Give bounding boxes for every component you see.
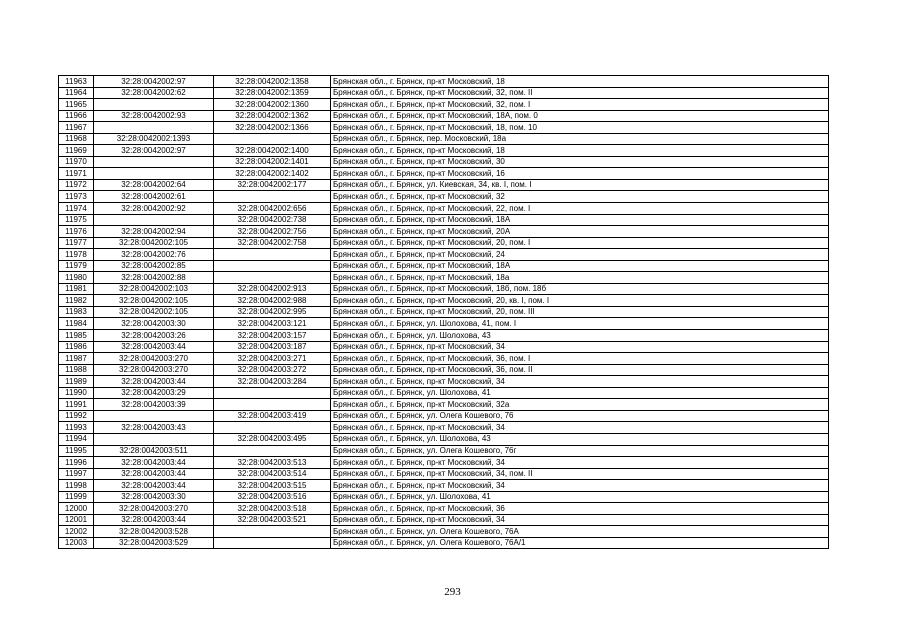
row-number-cell: 11990 (59, 387, 94, 399)
table-row (59, 226, 829, 238)
object-cadastral-number-cell (214, 537, 331, 549)
address-cell: Брянская обл., г. Брянск, ул. Олега Кошевого, 76 (331, 410, 829, 422)
object-cadastral-number-cell: 32:28:0042003:187 (214, 341, 331, 353)
address-cell: Брянская обл., г. Брянск, пр-кт Московский, 34, пом. II (331, 468, 829, 480)
row-number-cell: 11966 (59, 110, 94, 122)
object-cadastral-number-cell: 32:28:0042002:1401 (214, 156, 331, 168)
object-cadastral-number-cell: 32:28:0042002:1362 (214, 110, 331, 122)
object-cadastral-number-cell: 32:28:0042002:1366 (214, 122, 331, 134)
row-number-cell: 11971 (59, 168, 94, 180)
table-row (59, 249, 829, 261)
table-row (59, 191, 829, 203)
table-row (59, 272, 829, 284)
address-cell: Брянская обл., г. Брянск, пр-кт Московский, 20, пом. III (331, 306, 829, 318)
address-cell: Брянская обл., г. Брянск, пр-кт Московский, 18а (331, 272, 829, 284)
land-cadastral-number-cell: 32:28:0042003:26 (94, 330, 214, 342)
land-cadastral-number-cell: 32:28:0042002:93 (94, 110, 214, 122)
land-cadastral-number-cell: 32:28:0042003:270 (94, 503, 214, 515)
row-number-cell: 12002 (59, 526, 94, 538)
object-cadastral-number-cell (214, 422, 331, 434)
object-cadastral-number-cell: 32:28:0042003:121 (214, 318, 331, 330)
land-cadastral-number-cell: 32:28:0042003:528 (94, 526, 214, 538)
object-cadastral-number-cell: 32:28:0042003:514 (214, 468, 331, 480)
row-number-cell: 11992 (59, 410, 94, 422)
table-row (59, 260, 829, 272)
row-number-cell: 11987 (59, 353, 94, 365)
row-number-cell: 11996 (59, 457, 94, 469)
land-cadastral-number-cell: 32:28:0042002:94 (94, 226, 214, 238)
address-cell: Брянская обл., г. Брянск, пр-кт Московский, 20А (331, 226, 829, 238)
land-cadastral-number-cell: 32:28:0042003:44 (94, 341, 214, 353)
address-cell: Брянская обл., г. Брянск, ул. Шолохова, 41 (331, 491, 829, 503)
row-number-cell: 11983 (59, 306, 94, 318)
address-cell: Брянская обл., г. Брянск, пр-кт Московский, 18 (331, 145, 829, 157)
address-cell: Брянская обл., г. Брянск, ул. Киевская, 34, кв. I, пом. I (331, 179, 829, 191)
address-cell: Брянская обл., г. Брянск, ул. Олега Кошевого, 76г (331, 445, 829, 457)
table-row (59, 433, 829, 445)
table-row (59, 387, 829, 399)
table-row (59, 376, 829, 388)
address-cell: Брянская обл., г. Брянск, ул. Олега Кошевого, 76А (331, 526, 829, 538)
object-cadastral-number-cell: 32:28:0042003:284 (214, 376, 331, 388)
table-row (59, 410, 829, 422)
row-number-cell: 11969 (59, 145, 94, 157)
row-number-cell: 11975 (59, 214, 94, 226)
object-cadastral-number-cell: 32:28:0042002:756 (214, 226, 331, 238)
row-number-cell: 11970 (59, 156, 94, 168)
object-cadastral-number-cell: 32:28:0042002:738 (214, 214, 331, 226)
cadastral-table (58, 75, 829, 549)
address-cell: Брянская обл., г. Брянск, пр-кт Московский, 24 (331, 249, 829, 261)
row-number-cell: 11978 (59, 249, 94, 261)
table-row (59, 237, 829, 249)
row-number-cell: 11994 (59, 433, 94, 445)
row-number-cell: 11999 (59, 491, 94, 503)
land-cadastral-number-cell: 32:28:0042003:39 (94, 399, 214, 411)
address-cell: Брянская обл., г. Брянск, пр-кт Московский, 30 (331, 156, 829, 168)
land-cadastral-number-cell (94, 99, 214, 111)
address-cell: Брянская обл., г. Брянск, пр-кт Московский, 34 (331, 376, 829, 388)
address-cell: Брянская обл., г. Брянск, пр-кт Московский, 36 (331, 503, 829, 515)
address-cell: Брянская обл., г. Брянск, пр-кт Московский, 18 (331, 76, 829, 88)
address-cell: Брянская обл., г. Брянск, пр-кт Московский, 32а (331, 399, 829, 411)
address-cell: Брянская обл., г. Брянск, пр-кт Московский, 34 (331, 457, 829, 469)
table-row (59, 110, 829, 122)
object-cadastral-number-cell (214, 249, 331, 261)
row-number-cell: 11986 (59, 341, 94, 353)
object-cadastral-number-cell: 32:28:0042002:1358 (214, 76, 331, 88)
row-number-cell: 11976 (59, 226, 94, 238)
table-row (59, 306, 829, 318)
row-number-cell: 11964 (59, 87, 94, 99)
row-number-cell: 12003 (59, 537, 94, 549)
table-row (59, 76, 829, 88)
address-cell: Брянская обл., г. Брянск, пр-кт Московский, 20, кв. I, пом. I (331, 295, 829, 307)
row-number-cell: 12001 (59, 514, 94, 526)
address-cell: Брянская обл., г. Брянск, пр-кт Московский, 34 (331, 341, 829, 353)
table-row (59, 295, 829, 307)
address-cell: Брянская обл., г. Брянск, пр-кт Московский, 36, пом. II (331, 364, 829, 376)
table-body (59, 76, 829, 549)
object-cadastral-number-cell: 32:28:0042003:272 (214, 364, 331, 376)
table-row (59, 330, 829, 342)
address-cell: Брянская обл., г. Брянск, пр-кт Московский, 18, пом. 10 (331, 122, 829, 134)
table-row (59, 168, 829, 180)
table-row (59, 422, 829, 434)
table-row (59, 99, 829, 111)
land-cadastral-number-cell: 32:28:0042003:29 (94, 387, 214, 399)
row-number-cell: 11984 (59, 318, 94, 330)
address-cell: Брянская обл., г. Брянск, пр-кт Московский, 18А (331, 214, 829, 226)
land-cadastral-number-cell (94, 156, 214, 168)
land-cadastral-number-cell: 32:28:0042003:270 (94, 364, 214, 376)
land-cadastral-number-cell (94, 214, 214, 226)
row-number-cell: 11977 (59, 237, 94, 249)
object-cadastral-number-cell: 32:28:0042002:913 (214, 283, 331, 295)
object-cadastral-number-cell: 32:28:0042002:1400 (214, 145, 331, 157)
address-cell: Брянская обл., г. Брянск, пер. Московский, 18а (331, 133, 829, 145)
row-number-cell: 11979 (59, 260, 94, 272)
land-cadastral-number-cell: 32:28:0042002:88 (94, 272, 214, 284)
table-row (59, 145, 829, 157)
land-cadastral-number-cell: 32:28:0042002:64 (94, 179, 214, 191)
object-cadastral-number-cell: 32:28:0042003:518 (214, 503, 331, 515)
address-cell: Брянская обл., г. Брянск, ул. Шолохова, 41, пом. I (331, 318, 829, 330)
object-cadastral-number-cell: 32:28:0042003:157 (214, 330, 331, 342)
land-cadastral-number-cell: 32:28:0042003:44 (94, 468, 214, 480)
row-number-cell: 11985 (59, 330, 94, 342)
object-cadastral-number-cell: 32:28:0042003:495 (214, 433, 331, 445)
land-cadastral-number-cell (94, 433, 214, 445)
land-cadastral-number-cell: 32:28:0042003:511 (94, 445, 214, 457)
address-cell: Брянская обл., г. Брянск, ул. Шолохова, 41 (331, 387, 829, 399)
land-cadastral-number-cell: 32:28:0042002:76 (94, 249, 214, 261)
land-cadastral-number-cell: 32:28:0042003:44 (94, 514, 214, 526)
address-cell: Брянская обл., г. Брянск, пр-кт Московский, 20, пом. I (331, 237, 829, 249)
land-cadastral-number-cell: 32:28:0042002:103 (94, 283, 214, 295)
object-cadastral-number-cell: 32:28:0042002:1402 (214, 168, 331, 180)
row-number-cell: 12000 (59, 503, 94, 515)
address-cell: Брянская обл., г. Брянск, пр-кт Московский, 22, пом. I (331, 203, 829, 215)
row-number-cell: 11991 (59, 399, 94, 411)
table-row (59, 468, 829, 480)
object-cadastral-number-cell: 32:28:0042003:521 (214, 514, 331, 526)
row-number-cell: 11993 (59, 422, 94, 434)
object-cadastral-number-cell: 32:28:0042002:758 (214, 237, 331, 249)
table-row (59, 514, 829, 526)
row-number-cell: 11995 (59, 445, 94, 457)
land-cadastral-number-cell: 32:28:0042003:44 (94, 457, 214, 469)
object-cadastral-number-cell (214, 133, 331, 145)
table-row (59, 122, 829, 134)
object-cadastral-number-cell: 32:28:0042003:419 (214, 410, 331, 422)
address-cell: Брянская обл., г. Брянск, пр-кт Московский, 32 (331, 191, 829, 203)
address-cell: Брянская обл., г. Брянск, пр-кт Московский, 34 (331, 422, 829, 434)
table-row (59, 156, 829, 168)
page-number: 293 (444, 586, 461, 598)
table-row (59, 364, 829, 376)
row-number-cell: 11973 (59, 191, 94, 203)
land-cadastral-number-cell (94, 410, 214, 422)
land-cadastral-number-cell: 32:28:0042002:61 (94, 191, 214, 203)
address-cell: Брянская обл., г. Брянск, ул. Шолохова, 43 (331, 330, 829, 342)
address-cell: Брянская обл., г. Брянск, пр-кт Московский, 18А (331, 260, 829, 272)
address-cell: Брянская обл., г. Брянск, пр-кт Московский, 34 (331, 480, 829, 492)
land-cadastral-number-cell: 32:28:0042002:97 (94, 76, 214, 88)
row-number-cell: 11967 (59, 122, 94, 134)
land-cadastral-number-cell: 32:28:0042002:105 (94, 237, 214, 249)
row-number-cell: 11972 (59, 179, 94, 191)
row-number-cell: 11980 (59, 272, 94, 284)
row-number-cell: 11974 (59, 203, 94, 215)
land-cadastral-number-cell: 32:28:0042003:43 (94, 422, 214, 434)
object-cadastral-number-cell (214, 260, 331, 272)
address-cell: Брянская обл., г. Брянск, ул. Олега Кошевого, 76А/1 (331, 537, 829, 549)
address-cell: Брянская обл., г. Брянск, ул. Шолохова, 43 (331, 433, 829, 445)
land-cadastral-number-cell: 32:28:0042002:105 (94, 295, 214, 307)
row-number-cell: 11982 (59, 295, 94, 307)
row-number-cell: 11998 (59, 480, 94, 492)
row-number-cell: 11988 (59, 364, 94, 376)
row-number-cell: 11965 (59, 99, 94, 111)
object-cadastral-number-cell (214, 445, 331, 457)
table-row (59, 445, 829, 457)
address-cell: Брянская обл., г. Брянск, пр-кт Московский, 32, пом. I (331, 99, 829, 111)
table-row (59, 491, 829, 503)
table-row (59, 353, 829, 365)
table-row (59, 203, 829, 215)
address-cell: Брянская обл., г. Брянск, пр-кт Московский, 34 (331, 514, 829, 526)
land-cadastral-number-cell: 32:28:0042003:44 (94, 480, 214, 492)
land-cadastral-number-cell (94, 122, 214, 134)
table-row (59, 526, 829, 538)
row-number-cell: 11963 (59, 76, 94, 88)
address-cell: Брянская обл., г. Брянск, пр-кт Московский, 16 (331, 168, 829, 180)
object-cadastral-number-cell (214, 526, 331, 538)
object-cadastral-number-cell: 32:28:0042003:271 (214, 353, 331, 365)
land-cadastral-number-cell: 32:28:0042003:30 (94, 491, 214, 503)
object-cadastral-number-cell: 32:28:0042003:513 (214, 457, 331, 469)
land-cadastral-number-cell: 32:28:0042002:92 (94, 203, 214, 215)
land-cadastral-number-cell: 32:28:0042003:30 (94, 318, 214, 330)
object-cadastral-number-cell: 32:28:0042002:1359 (214, 87, 331, 99)
address-cell: Брянская обл., г. Брянск, пр-кт Московский, 32, пом. II (331, 87, 829, 99)
object-cadastral-number-cell: 32:28:0042003:516 (214, 491, 331, 503)
row-number-cell: 11997 (59, 468, 94, 480)
object-cadastral-number-cell (214, 387, 331, 399)
object-cadastral-number-cell: 32:28:0042002:177 (214, 179, 331, 191)
table-row (59, 179, 829, 191)
land-cadastral-number-cell: 32:28:0042002:105 (94, 306, 214, 318)
row-number-cell: 11981 (59, 283, 94, 295)
table-row (59, 503, 829, 515)
object-cadastral-number-cell: 32:28:0042002:656 (214, 203, 331, 215)
object-cadastral-number-cell (214, 272, 331, 284)
row-number-cell: 11968 (59, 133, 94, 145)
land-cadastral-number-cell (94, 168, 214, 180)
table-row (59, 318, 829, 330)
row-number-cell: 11989 (59, 376, 94, 388)
land-cadastral-number-cell: 32:28:0042003:44 (94, 376, 214, 388)
table-row (59, 399, 829, 411)
object-cadastral-number-cell: 32:28:0042002:988 (214, 295, 331, 307)
address-cell: Брянская обл., г. Брянск, пр-кт Московский, 18б, пом. 18б (331, 283, 829, 295)
table-row (59, 214, 829, 226)
land-cadastral-number-cell: 32:28:0042002:1393 (94, 133, 214, 145)
land-cadastral-number-cell: 32:28:0042002:85 (94, 260, 214, 272)
table-row (59, 537, 829, 549)
land-cadastral-number-cell: 32:28:0042002:97 (94, 145, 214, 157)
land-cadastral-number-cell: 32:28:0042002:62 (94, 87, 214, 99)
object-cadastral-number-cell: 32:28:0042003:515 (214, 480, 331, 492)
object-cadastral-number-cell: 32:28:0042002:1360 (214, 99, 331, 111)
table-row (59, 87, 829, 99)
object-cadastral-number-cell (214, 191, 331, 203)
table-row (59, 133, 829, 145)
table-row (59, 341, 829, 353)
object-cadastral-number-cell: 32:28:0042002:995 (214, 306, 331, 318)
table-row (59, 480, 829, 492)
object-cadastral-number-cell (214, 399, 331, 411)
land-cadastral-number-cell: 32:28:0042003:270 (94, 353, 214, 365)
address-cell: Брянская обл., г. Брянск, пр-кт Московский, 18А, пом. 0 (331, 110, 829, 122)
table-row (59, 283, 829, 295)
table-row (59, 457, 829, 469)
address-cell: Брянская обл., г. Брянск, пр-кт Московский, 36, пом. I (331, 353, 829, 365)
land-cadastral-number-cell: 32:28:0042003:529 (94, 537, 214, 549)
